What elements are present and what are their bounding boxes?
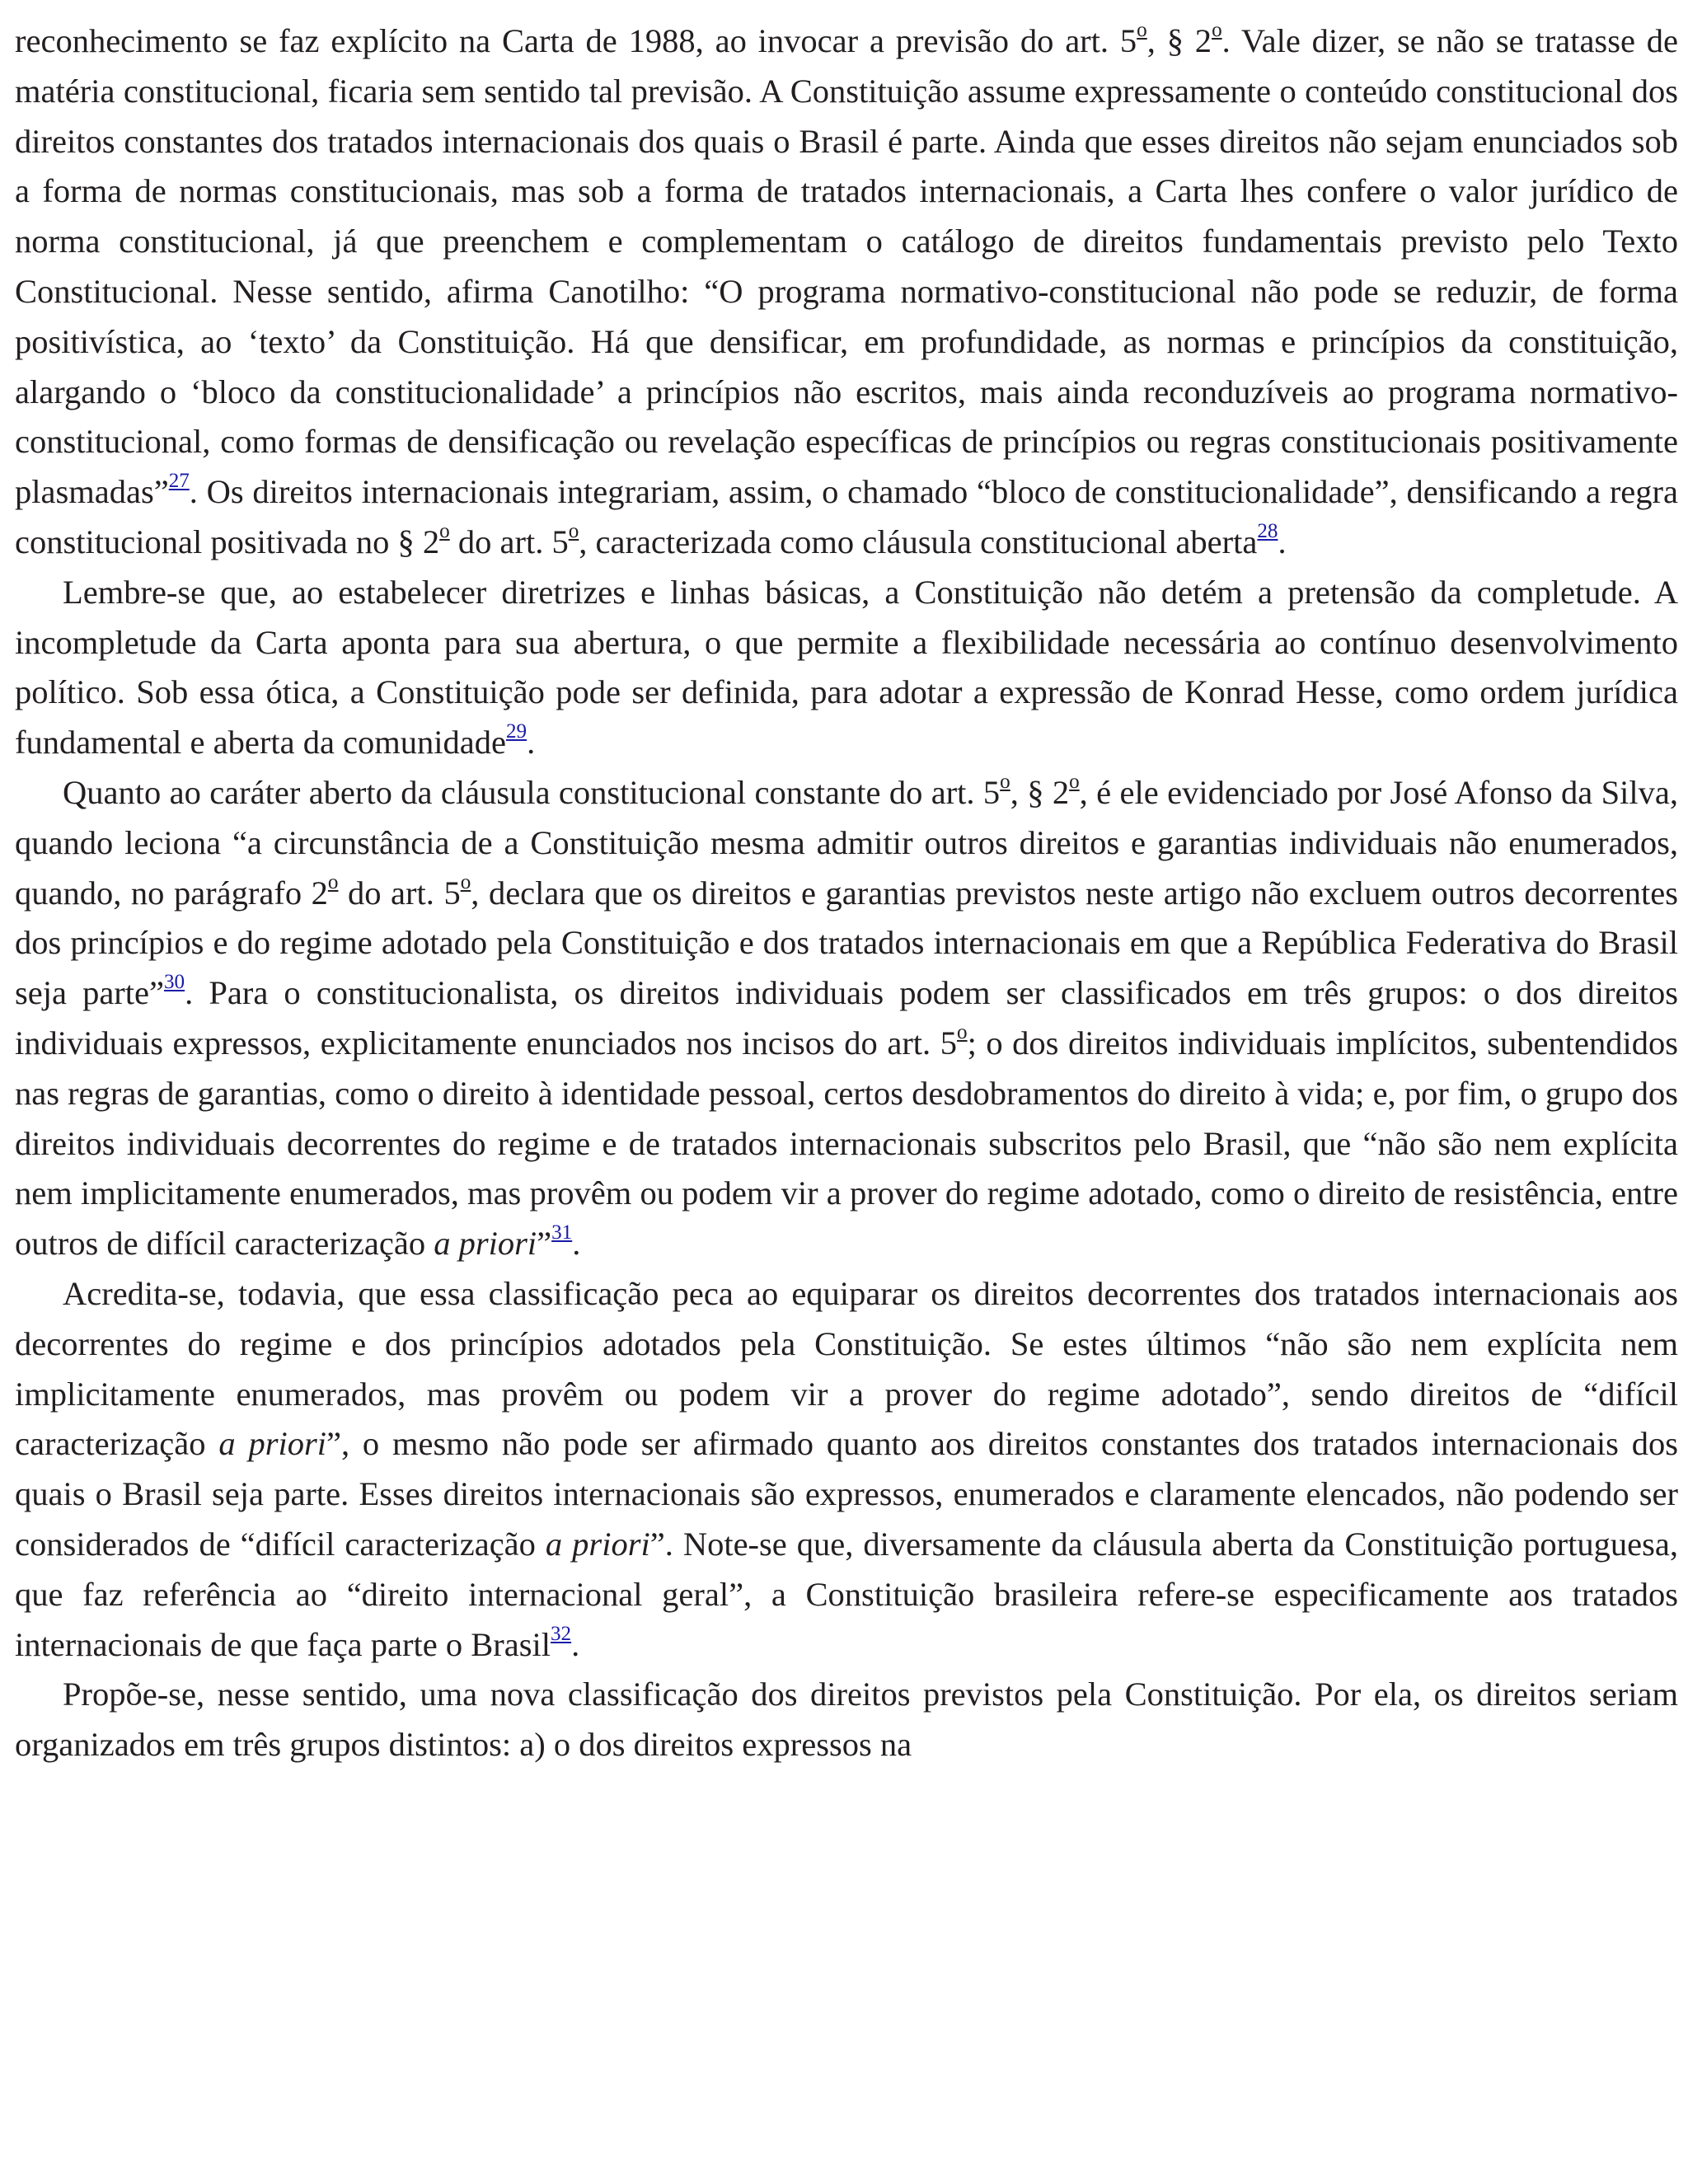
ordinal-mark: o — [1212, 19, 1222, 42]
footnote-link-30[interactable]: 30 — [164, 971, 185, 994]
ordinal-mark: o — [460, 870, 471, 893]
paragraph-2: Lembre-se que, ao estabelecer diretrizes e linhas básicas, a Constituição não detém a pretensão da completude. A incompletude da Carta aponta para sua abertura, o que permite a flexibilidade necessária ao contínuo desenvolvimento político. Sob essa ótica, a Constituição pode ser definida, para adotar a expressão de Konrad Hesse, como ordem jurídica fundamental e aberta da comunidade$^{29}$. — [15, 573, 1678, 762]
footnote-link-27[interactable]: 27 — [168, 470, 190, 493]
ordinal-mark: o — [1137, 19, 1147, 42]
paragraph-1: reconhecimento se faz explícito na Carta de 1988, ao invocar a previsão do art. 5$^o$, § 2$^o$. Vale dizer, se não se tratasse de matéria constitucional, ficaria sem sentido tal previsão. A Constituição assume expressamente o conteúdo constitucional dos direitos constantes dos tratados internacionais dos quais o Brasil é parte. Ainda que esses direitos não sejam enunciados sob a forma de normas constitucionais, mas sob a forma de tratados internacionais, a Carta lhes confere o valor jurídico de norma constitucional, já que preenchem e complementam o catálogo de direitos fundamentais previsto pelo Texto Constitucional. Nesse sentido, afirma Canotilho: “O programa normativo-constitucional não pode se reduzir, de forma positivística, ao ‘texto’ da Constituição. Há que densificar, em profundidade, as normas e princípios da constituição, alargando o ‘bloco da constitucionalidade’ a princípios não escritos, mais ainda reconduzíveis ao programa normativo-constitucional, como formas de densificação ou revelação específicas de princípios ou regras constitucionais positivamente plasmadas”$^{27}$. Os direitos internacionais integrariam, assim, o chamado “bloco de constitucionalidade”, densificando a regra constitucional positivada no § 2$^o$ do art. 5$^o$, caracterizada como cláusula constitucional aberta$^{28}$. — [15, 19, 1679, 560]
ordinal-mark: o — [568, 520, 579, 543]
ordinal-mark: o — [1069, 771, 1080, 794]
paragraph-3: Quanto ao caráter aberto da cláusula constitucional constante do art. 5$^o$, § 2$^o$, é ele evidenciado por José Afonso da Silva, quando leciona “a circunstância de a Constituição mesma admitir outros direitos e garantias individuais não enumerados, quando, no parágrafo 2$^o$ do art. 5$^o$, declara que os direitos e garantias previstos neste artigo não excluem outros decorrentes dos princípios e do regime adotado pela Constituição e dos tratados internacionais em que a República Federativa do Brasil seja parte”$^{30}$. Para o constitucionalista, os direitos individuais podem ser classificados em três grupos: o dos direitos individuais expressos, explicitamente enunciados nos incisos do art. 5$^o$; o dos direitos individuais implícitos, subentendidos nas regras de garantias, como o direito à identidade pessoal, certos desdobramentos do direito à vida; e, por fim, o grupo dos direitos individuais decorrentes do regime e de tratados internacionais subscritos pelo Brasil, que “não são nem explícita nem implicitamente enumerados, mas provêm ou podem vir a prover do regime adotado, como o direito de resistência, entre outros de difícil caracterização a priori”$^{31}$. — [15, 771, 1679, 1263]
ordinal-mark: o — [439, 520, 450, 543]
paragraph-5: Propõe-se, nesse sentido, uma nova classificação dos direitos previstos pela Constituição. Por ela, os direitos seriam organizados em três grupos distintos: a) o dos direitos expressos na — [15, 1675, 1678, 1764]
ordinal-mark: o — [1000, 771, 1010, 794]
footnote-link-32[interactable]: 32 — [550, 1622, 572, 1645]
footnote-link-31[interactable]: 31 — [551, 1221, 573, 1244]
footnote-link-29[interactable]: 29 — [505, 720, 528, 743]
ordinal-mark: o — [327, 870, 339, 893]
ordinal-mark: o — [957, 1021, 968, 1044]
paragraph-4: Acredita-se, todavia, que essa classificação peca ao equiparar os direitos decorrentes dos tratados internacionais aos decorrentes do regime e dos princípios adotados pela Constituição. Se estes últimos “não são nem explícita nem implicitamente enumerados, mas provêm ou podem vir a prover do regime adotado”, sendo direitos de “difícil caracterização a priori”, o mesmo não pode ser afirmado quanto aos direitos constantes dos tratados internacionais dos quais o Brasil seja parte. Esses direitos internacionais são expressos, enumerados e claramente elencados, não podendo ser considerados de “difícil caracterização a priori”. Note-se que, diversamente da cláusula aberta da Constituição portuguesa, que faz referência ao “direito internacional geral”, a Constituição brasileira refere-se especificamente aos tratados internacionais de que faça parte o Brasil$^{32}$. — [15, 1274, 1679, 1663]
footnote-link-28[interactable]: 28 — [1257, 520, 1278, 543]
